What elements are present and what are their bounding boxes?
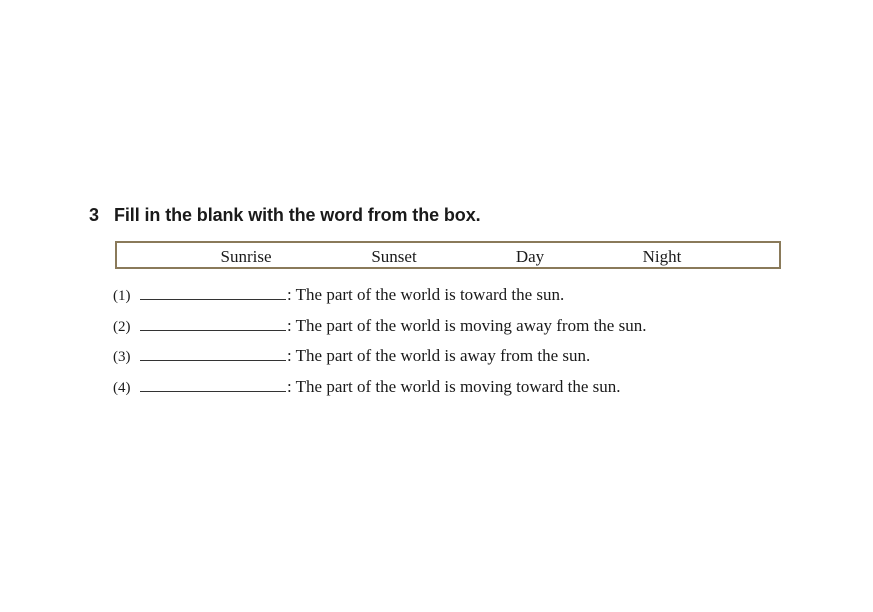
item-number: (2) — [113, 319, 131, 335]
item-text: : The part of the world is moving toward the sun. — [287, 377, 621, 396]
list-item — [113, 344, 590, 366]
item-number: (3) — [113, 349, 131, 365]
answer-blank[interactable] — [140, 283, 286, 300]
word-option-day: Day — [515, 247, 545, 266]
word-option-night: Night — [642, 247, 682, 266]
answer-blank[interactable] — [140, 314, 286, 331]
item-number: (1) — [113, 288, 131, 304]
list-item — [113, 283, 564, 305]
item-text: : The part of the world is toward the sun. — [287, 285, 565, 304]
item-text: : The part of the world is away from the sun. — [287, 346, 591, 365]
answer-blank[interactable] — [140, 375, 286, 392]
question-number: 3 — [89, 205, 100, 225]
word-option-sunrise: Sunrise — [220, 247, 272, 266]
list-item — [113, 375, 621, 397]
word-option-sunset: Sunset — [371, 247, 417, 266]
list-item — [113, 314, 646, 336]
item-text: : The part of the world is moving away from the sun. — [287, 316, 647, 335]
word-box — [115, 241, 781, 269]
question-instruction: Fill in the blank with the word from the box. — [114, 205, 481, 225]
answer-blank[interactable] — [140, 344, 286, 361]
item-number: (4) — [113, 380, 131, 396]
question-header — [89, 205, 481, 226]
